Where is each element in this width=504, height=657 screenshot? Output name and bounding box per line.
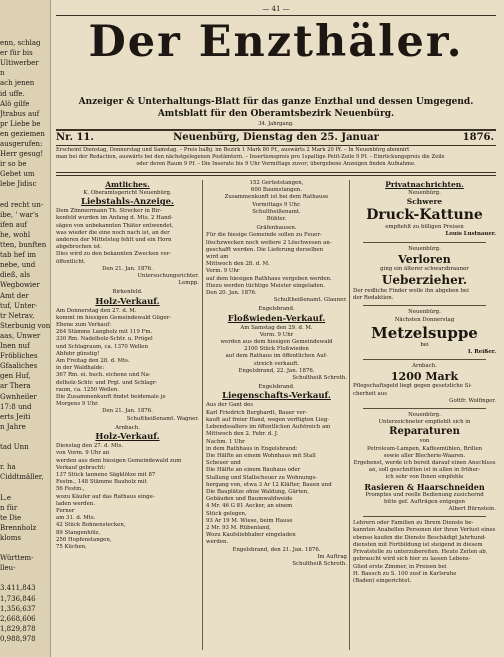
text-line: Dies wird zu den bekannten Zwecken ver- [56, 251, 172, 258]
text-line: Ergebenst, werde ich bereit darauf einen Anschluss [353, 460, 496, 467]
pole-sale-continuation [206, 180, 347, 223]
spine-line: Ultiwerber [0, 59, 39, 68]
spine-line: ir so be [0, 160, 27, 169]
section-heading-official: Amtliches. [105, 180, 150, 189]
spine-line: 1,736,846 [0, 594, 36, 603]
spine-line: enn, schlag [0, 39, 41, 47]
theft-notice-date: Den 21. Jan. 1876. [102, 265, 153, 272]
spine-line: he, wohl [0, 230, 31, 239]
text-line: bitte gef. Aufträgen entgegen [383, 498, 465, 505]
spine-line: Jtrabus auf [0, 109, 40, 118]
theft-notice-text [56, 208, 199, 266]
text-line: wird am [206, 254, 229, 261]
spine-line: n Jahre [0, 422, 26, 431]
text-line: hergang von, etwa 3 Ar 12 Kläfter, Bauen und [206, 481, 332, 488]
spine-line: dieß, als [0, 271, 30, 280]
text-line: Zusammenkunft ist bei dem Rathause [224, 194, 329, 201]
spine-line: tuf, Unter- [0, 301, 38, 310]
spine-line: pr Liebe be [0, 119, 41, 128]
text-line: was wieder die eine noch nach ist, an der [56, 229, 170, 236]
text-line: 152 Gerüststangen, [249, 180, 304, 186]
spine-line: en geziemen [0, 129, 45, 138]
text-line: Glied erste Zimmer, in Preisen bei [353, 563, 447, 570]
theft-notice-signature-role: Untersuchungsrichter. [137, 273, 199, 280]
text-line: Aus der Gant des [206, 402, 254, 409]
text-line: Gebäuden und Baumwaldweide [206, 496, 293, 503]
ad4-text [353, 383, 496, 397]
ad3-day: Nächsten Donnerstag [394, 316, 455, 323]
text-line: in dem Rathhaus in Engelsbrand: [206, 445, 298, 452]
spine-line: Sterbunig von [0, 321, 51, 330]
wood-sale-date-1: Den 21. Jan. 1876. [102, 408, 153, 415]
text-line: Promptes und reelle Bedienung zusichernd [365, 491, 484, 498]
text-line: 137 Stück tannene Sägklötze mit 87 [56, 471, 156, 478]
ad5-closing [353, 492, 496, 506]
raft-withes-sale-signature: Schultheiß Schroth. [292, 375, 347, 382]
spine-line: Gfaaliches [0, 362, 38, 371]
place-graefenhausen: Gräfenhausen. [256, 225, 297, 232]
spine-line: kloms [0, 533, 21, 542]
subscription-notice-3: oder deren Raum 9 Pf. – Die Inserate bis 9 Uhr Vormittags zuvor; übergebene Anzeigen finden Aufnahme. [136, 161, 416, 167]
text-line: Mittwoch den 28. d. M. [206, 261, 270, 268]
text-line: kenfeld wurden im Anfang d. Mts. 2 Hand- [56, 215, 173, 222]
text-line: sägen von unbekannten Thäter entwendet, [56, 222, 174, 229]
ad1-text: empfiehlt zu billigen Preisen [385, 224, 464, 231]
ad4-place: Arnbach. [412, 363, 437, 370]
spine-line: Inen nuf [0, 342, 30, 350]
text-line: delholz-Schtr. und Prgl. und Schlagr- [56, 379, 158, 386]
ad2-place: Neuenbürg. [408, 245, 441, 252]
ad1-headline: Druck-Kattune [366, 207, 483, 224]
place-engelsbrand-1: Engelsbrand. [258, 306, 295, 313]
official-gazette-line: Amtsblatt für den Oberamtsbezirk Neuenbürg. [157, 109, 395, 119]
spine-line: 17:8 und [0, 402, 32, 411]
spine-line: 0,988,978 [0, 634, 36, 643]
text-line: Den 20. Jan. 1876. [206, 290, 257, 297]
page-number: — 41 — [262, 5, 290, 13]
text-line: 89 Stangenhölz, [56, 529, 101, 536]
text-line: H. Bausch zu S. 100 zusf in Karlsruhe [353, 570, 457, 577]
property-sale-title: Liegenschafts-Verkauf. [222, 391, 331, 402]
ad-separator-4 [363, 408, 486, 409]
spine-line: ifen auf [0, 220, 27, 229]
text-line: an, soll geschnitten ist in allen in früher- [368, 467, 481, 474]
ad1-place: Neuenbürg. [408, 190, 441, 196]
text-line: Am Freitag den 28. d. Mts. [56, 358, 130, 365]
text-line: kauft auf freier Hand, wegen verfügten Lieg- [206, 416, 330, 423]
spine-line: Gebet um [0, 170, 35, 179]
spine-line: r. ha [0, 463, 16, 472]
column-divider-2 [349, 180, 350, 650]
ad3-headline: Metzelsuppe [371, 323, 478, 342]
text-line: 93 Ar 19 M. Wiese, beim Hause [206, 517, 293, 524]
subscription-notice-1: Erscheint Dienstag, Donnerstag und Samstag. – Preis halbj. im Bezirk 1 Mark 80 Pf., auswärts 2 Mark 20 Pf. – In Neuenbürg abonnirt [56, 147, 410, 153]
text-line: Festm., 148 Stämme Bauholz mit [56, 479, 147, 486]
text-line: Bühler. [266, 216, 287, 223]
text-line: diensten mit Fortbildung ist steigend in diesem [353, 541, 483, 548]
spine-line: L.e [0, 493, 12, 502]
ad2-item: Ueberzieher. [381, 273, 468, 288]
ad2-headline: Verloren [398, 252, 451, 266]
text-line: Ferner [56, 507, 75, 514]
spine-line: tten, bunften [0, 241, 47, 249]
text-line: 600 Baumstangen. [250, 187, 303, 194]
property-sale-signature-1: Im Auftrag [317, 553, 347, 560]
text-line: Schultheißenamt. [252, 208, 301, 215]
spine-line: ausgerufen: [0, 140, 43, 148]
dateline: Neuenbürg, Dienstag den 25. Januar [173, 132, 379, 143]
text-line: laden werden. [56, 500, 95, 507]
text-line: löschzwecken noch weitere 2 Löschwesen an- [206, 239, 332, 246]
court-name: K. Oberamtsgericht Neuenbürg. [83, 190, 172, 196]
ad5-intro: Unterzeichneter empfiehlt sich in [378, 419, 471, 426]
spine-line: Brennholz [0, 523, 37, 532]
spine-line: er für bis [0, 49, 33, 58]
spine-line: id uffe. [0, 89, 25, 98]
issue-number: Nr. 11. [56, 132, 94, 143]
spine-line: Wegbowier [0, 281, 40, 290]
wood-sale-text-2-continued [56, 508, 199, 551]
text-line: ebenso kaufen die Dienste Beschädigt Jahrhund- [353, 534, 487, 541]
newspaper-main [56, 0, 496, 657]
text-line: 367 Rm. ei. buch. eichene und Na- [56, 372, 151, 379]
text-line: 75 Küchen, [56, 543, 87, 550]
text-line: Pflegschaftsgeld liegt gegen gesetzliche Si- [353, 383, 472, 390]
fire-equipment-signature: Schultheißenamt. Glauner. [273, 297, 347, 304]
spine-line: Württem- [0, 554, 34, 563]
text-line: öffentlicht. [56, 258, 86, 265]
ad3-place: Neuenbürg. [408, 309, 441, 316]
spine-line: tab hef im [0, 251, 37, 260]
subscription-notice-2: man bei der Redaction, auswärts bei den nächstgelegenen Postämtern. – Insertionspreis pro 1spaltige Petit-Zeile 9 Pf. – Einrückungspreis die Zeile [56, 154, 445, 160]
spine-line: ar Thera [0, 382, 31, 391]
header-bottom-rule-2 [56, 175, 496, 176]
ad4-signature: Gottfr. Wolfinger. [449, 397, 496, 404]
spine-line: 2,668,606 [0, 614, 36, 623]
text-line: Morgens 9 Uhr. [56, 401, 99, 408]
text-line: auf dem Rathaus im öffentlichen Auf- [225, 353, 328, 360]
spine-line: ed recht un- [0, 200, 44, 209]
wood-sale-title-2: Holz-Verkauf. [95, 432, 160, 443]
text-line: Lehrern oder Familien zu Ihrem Dienste be- [353, 520, 474, 527]
raft-withes-sale-title: Floßwieden-Verkauf. [227, 313, 326, 324]
spine-line: Fröbliches [0, 352, 38, 361]
ad-separator-5 [363, 516, 486, 517]
text-line: 4 Mr. 46 G 81 Aecker, an einem [206, 503, 293, 510]
text-line: in der Waldhalde: [56, 365, 105, 372]
column-2 [206, 180, 347, 650]
text-line: Mittwoch den 2. Febr. d. J. [206, 431, 279, 438]
ad5-signature: Albert Bürnstein. [448, 506, 496, 513]
text-line: 2 Mr. 93 M. Rübenland, [206, 524, 271, 531]
text-line: kommt im hiesigen Gemeindewald Güger- [56, 314, 172, 321]
text-line: Engelsbrand, 22. Jan. 1876. [238, 367, 315, 374]
text-line: von Vorm. 9 Uhr an [56, 450, 110, 457]
text-line: von [419, 438, 430, 445]
masthead-rule-bottom [56, 145, 496, 146]
ad4-headline: 1200 Mark [390, 370, 459, 384]
spine-line: aas, Unwer [0, 331, 41, 340]
ad3-bei: bei [420, 341, 429, 348]
ad2-text: ging ein älterer schwarzbrauner [380, 265, 469, 272]
ad3-host: I. Reißer. [468, 349, 496, 356]
text-line: streich verkauft. [253, 360, 300, 367]
wood-sale-text-1 [56, 308, 199, 409]
text-line: Dienstag den 27. d. Mts. [56, 443, 124, 450]
spine-line: erts Jeiti [0, 412, 31, 421]
text-line: Stück gelegen, [206, 510, 247, 517]
text-line: wozu Käufer auf das Rathaus einge- [56, 493, 155, 500]
spine-line: te Die [0, 513, 22, 522]
section-heading-private: Privatnachrichten. [385, 180, 464, 189]
ad1-line1: Schwere [406, 197, 443, 207]
text-line: Die Bauplätze ohne Waldung, Gärten, [206, 488, 309, 495]
text-line: abgebrochen ist. [56, 244, 102, 251]
spine-line: tad Unn [0, 443, 29, 451]
ad5-headline: Reparaturen [389, 426, 460, 438]
place-birkenfeld: Birkenfeld. [112, 289, 143, 296]
subtitle: Anzeiger & Unterhaltungs-Blatt für das ganze Enzthal und dessen Umgegend. [78, 97, 474, 107]
text-line: Der redliche Finder wolle ihn abgeben bei [353, 288, 469, 295]
spine-line: Amt der [0, 291, 29, 300]
text-line: Wozu Kaufsliebhaber eingeladen [206, 532, 296, 539]
text-line: werden aus dem hiesigen Gemeindewald zum [56, 457, 182, 464]
text-line: raum, ca. 1250 Wellen. [56, 386, 120, 393]
spine-line: 3.411,843 [0, 584, 36, 593]
ad5-text [353, 438, 496, 481]
theft-notice-signature-name: Lempp. [178, 280, 199, 287]
text-line: Privatstelle zu unterzubereiten. Heute Zeiten ab, [353, 549, 488, 556]
raft-withes-sale-text [206, 325, 347, 375]
spine-line: gen Huf, [0, 372, 31, 381]
fire-equipment-notice [206, 232, 347, 297]
text-line: Hiezu werden tüchtige Meister eingeladen. [206, 282, 325, 289]
spine-line: 1,829,878 [0, 624, 36, 633]
spine-line: Ciddtmäller, [0, 473, 44, 482]
text-line: am 31. d. Mts. [56, 515, 96, 522]
text-line: Die Zusammenkunft findet beidemale je [56, 394, 166, 401]
column-divider-1 [202, 180, 203, 650]
text-line: kannten Anabellen Personen der ihren Verlust eines [353, 527, 496, 534]
text-line: anderen der Mittelsteg fehlt und ein Horn [56, 237, 172, 244]
text-line: Am Donnerstag den 27. d. M. [56, 307, 137, 314]
text-line: Vorm. 9 Uhr [259, 331, 294, 338]
volume: 34. Jahrgang. [258, 121, 294, 127]
spine-line: n [0, 69, 5, 78]
masthead: Der Enzthäler. [88, 17, 464, 67]
ad2-instructions [353, 288, 496, 302]
spine-line: Herr gesug! [0, 150, 44, 159]
text-line: sowie aller Blecherie-Waaren. [383, 452, 466, 459]
spine-line: ach jenen [0, 79, 35, 88]
text-line: Nachm. 1 Uhr [206, 438, 245, 445]
spine-line: lebe Jidisc [0, 180, 37, 189]
text-line: Petroleum-Lampen, Kaffeemühlen, Brillen [366, 445, 483, 452]
wood-sale-signature-1: Schultheißenamt. Wagner. [126, 415, 199, 422]
spine-line: tr Netrav, [0, 311, 35, 320]
text-line: Vorm. 9 Uhr [206, 268, 240, 275]
ad-separator-1 [363, 242, 486, 243]
text-line: Die Hälfte an einem Bauhaus oder [206, 467, 301, 474]
text-line: 56 Festm., [56, 486, 85, 493]
text-line: der Redaktion. [353, 295, 394, 302]
text-line: Die Hälfte an einem Wohnhaus mit Stall [206, 452, 316, 459]
property-sale-text [206, 402, 347, 546]
wood-sale-text-2 [56, 443, 199, 508]
property-sale-signature-2: Schultheiß Schroth. [292, 560, 347, 567]
text-line: Verkauf gebracht: [56, 464, 106, 471]
ad-separator-3 [363, 359, 486, 360]
text-line: Stallung und Stallscheuer zu Wohnungs- [206, 474, 318, 481]
text-line: cherheit aus [353, 390, 387, 397]
text-line: 2100 Stück Floßwieden [244, 346, 309, 353]
place-engelsbrand-2: Engelsbrand. [258, 384, 295, 391]
ad-separator-2 [363, 305, 486, 306]
place-arnbach: Arnbach. [115, 424, 140, 431]
column-1 [56, 180, 199, 650]
text-line: auf dem hiesigen Rathhaus vergeben werden. [206, 275, 332, 282]
spine-line: Alö gilfe [0, 99, 30, 108]
text-line: Abfuhr günstig! [56, 350, 100, 357]
theft-notice-title: Liebstahls-Anzeige. [80, 197, 175, 208]
spine-line: ibe, ' war's [0, 210, 39, 219]
text-line: (Baden) eingerichtet. [353, 577, 412, 584]
text-line: Dem Zimmermann Th. Strecker in Bir- [56, 208, 162, 215]
text-line: werden. [206, 539, 229, 546]
text-line: Am Samstag den 29. d. M. [240, 324, 313, 331]
column-3 [353, 180, 496, 650]
header-bottom-rule [56, 172, 496, 173]
facing-page-edge [0, 0, 51, 657]
spine-line: nebe, und [0, 261, 36, 270]
spine-line: n für [0, 503, 18, 512]
text-line: werden aus dem hiesigen Gemeindewald [220, 339, 333, 346]
ad5-headline-2: Rasieren & Haarschneiden [364, 481, 485, 492]
property-sale-date: Engelsbrand, den 21. Jan. 1876. [232, 546, 321, 553]
text-line: und Schlagraum, ca. 1370 Wellen [56, 343, 148, 350]
text-line: 42 Stück Bohnenstecken, [56, 522, 126, 529]
text-line: geschafft werden. Die Lieferung derselben [206, 246, 324, 253]
text-line: 256 Hopfenstangen, [56, 536, 112, 543]
top-rule [56, 15, 496, 16]
text-line: 330 Rm. Nadelholz-Schtr. u. Prügel [56, 336, 153, 343]
spine-line: Gwnheiler [0, 392, 37, 401]
text-line: gebraucht wird sich hier zu lassen Lebens- [353, 556, 471, 563]
wood-sale-title-1: Holz-Verkauf. [95, 296, 160, 307]
text-line: Lebendssalters im öffentlichen Aufstreich am [206, 424, 331, 431]
year: 1876. [462, 132, 494, 143]
text-line: Karl Friedrich Burghardt, Bauer ver- [206, 409, 307, 416]
text-line: Scheuer und [206, 460, 241, 467]
text-line: Für die hiesige Gemeinde sollen zu Feuer- [206, 232, 322, 239]
text-line: ich sehr von Ihnen empfehle [385, 474, 464, 481]
text-line: Vormittags 9 Uhr. [252, 201, 301, 208]
spine-line: lleu- [0, 564, 16, 573]
ad1-merchant: Louis Lustnauer. [445, 231, 496, 238]
ad5-place: Neuenbürg. [408, 412, 441, 419]
spine-line: 1,356,637 [0, 604, 36, 613]
text-line: 264 Stämme Langholz mit 119 Fm. [56, 329, 153, 336]
text-line: Ebene zum Verkauf: [56, 322, 112, 329]
ad6-text [353, 520, 496, 585]
